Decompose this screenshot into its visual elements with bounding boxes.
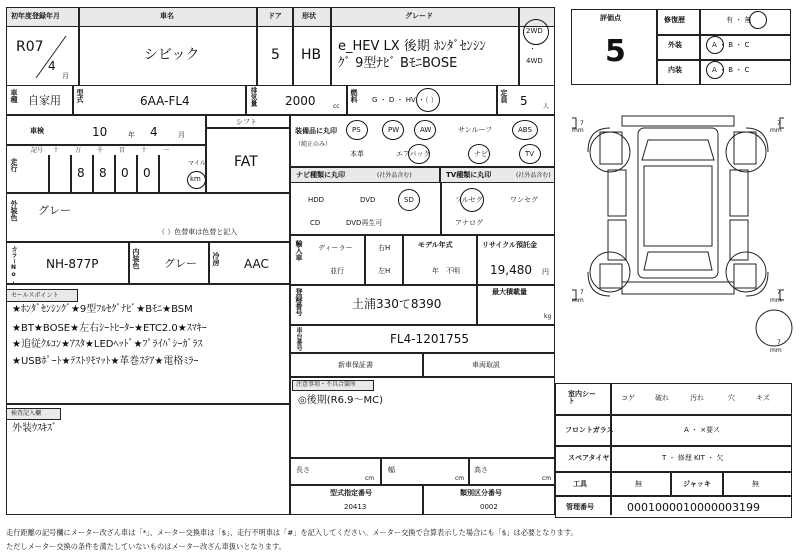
displacement-label: 排気量 [249, 87, 258, 107]
tools-label: 工具 [573, 480, 587, 488]
footer-line-1: 走行距離の記号欄にメーター改ざん車は「*」、メーター交換車は「$」、走行不明車は「#」を記入してください。メーター交換で合算表示した場合にも「$」は必要となります。 [6, 528, 578, 537]
registration-label: 登録番号 [295, 288, 303, 316]
spare-tire-label: スペアタイヤ [568, 454, 610, 462]
tread-spare-unit: mm [770, 347, 782, 354]
ac-label: 冷房 [212, 252, 220, 266]
equipment-circle [468, 144, 490, 164]
tread-fr-mark: 7 [777, 120, 781, 127]
divider [468, 458, 470, 485]
car-name-label: 車名 [160, 12, 174, 20]
fuel-options: G ・ D ・ HV ・（ ） [372, 96, 438, 104]
shift-label: シフト [236, 118, 257, 126]
recycle-value: 19,480 [490, 263, 532, 277]
equipment-item: ナビ [474, 150, 488, 158]
divider [518, 7, 520, 85]
shift-value: FAT [234, 154, 258, 170]
navi-sub: (社外品含む) [377, 172, 412, 179]
inspection-label: 車検 [30, 127, 44, 135]
tv-fullseg-circle [460, 188, 484, 212]
divider [78, 7, 80, 85]
designation-value: 20413 [344, 503, 367, 511]
capacity-label: 定員 [500, 89, 508, 103]
divider [670, 472, 672, 496]
equipment-circle [414, 120, 436, 140]
exterior-label: 外装 [668, 41, 682, 49]
drive-dot: ・ [529, 45, 536, 53]
divider [70, 155, 72, 193]
reg-year-label: 初年度登録年月 [11, 12, 60, 20]
divider [364, 235, 366, 285]
interior-color-label: 内装色 [132, 248, 140, 269]
divider [208, 242, 210, 284]
model-year-value: 年 不明 [432, 267, 460, 275]
designation-label: 型式指定番号 [330, 489, 372, 497]
capacity-value: 5 [520, 94, 528, 108]
mileage-label: 走行 [10, 158, 18, 172]
car-name-value: シビック [144, 47, 200, 63]
model-year-label: モデル年式 [418, 241, 453, 249]
fuel-label: 燃料 [350, 89, 358, 103]
tread-fl-unit: mm [572, 127, 584, 134]
mileage-head: 百 [119, 147, 126, 154]
color-label: 外装色 [10, 200, 18, 221]
equipment-item: PS [352, 126, 361, 134]
mileage-head: 記号 [31, 147, 44, 154]
score-label: 評価点 [600, 14, 621, 22]
displacement-unit: cc [333, 103, 340, 110]
chassis-label: 車台番号 [295, 327, 302, 351]
mileage-digit: 8 [99, 166, 107, 180]
grade-line2: ｸﾞ 9型ﾅﾋﾞ BﾓﾆBOSE [338, 56, 458, 71]
registration-value: 土浦330て8390 [352, 297, 442, 311]
divider [206, 127, 290, 129]
sheet-opt-3: 汚れ [690, 394, 704, 402]
import-right-h: 右H [378, 244, 391, 252]
navi-cd: CD [310, 219, 321, 227]
repair-label: 修復歴 [664, 16, 685, 24]
length-unit: cm [365, 475, 375, 482]
tv-sub: (社外品含む) [516, 172, 551, 179]
divider [128, 242, 130, 284]
divider [292, 7, 294, 85]
tv-fullseg: フルセグ [455, 196, 483, 204]
shape-label: 形状 [302, 12, 316, 20]
reg-month-unit: 月 [62, 72, 69, 80]
door-label: ドア [268, 12, 282, 20]
divider [476, 235, 478, 285]
equipment-item: TV [525, 150, 535, 158]
vehicle-manual: 車両取説 [472, 361, 500, 369]
tread-rr-mark: 7 [777, 289, 781, 296]
divider [256, 7, 258, 85]
divider [48, 155, 50, 193]
reg-year-value: R07 [16, 39, 44, 55]
divider [72, 85, 74, 115]
import-left-h: 左H [378, 267, 391, 275]
equipment-item: エアバック [396, 150, 431, 158]
row2 [6, 85, 555, 115]
management-value: 0001000010000003199 [627, 501, 760, 514]
dimensions-box [290, 458, 555, 485]
model-value: 6AA-FL4 [140, 94, 190, 108]
equipment-item: サンルーフ [458, 126, 493, 134]
import-label: 輸入車 [295, 240, 303, 261]
equipment-sub-label: （純正のみ） [295, 141, 332, 148]
tread-fl-mark: 7 [580, 120, 584, 127]
sheet-opt-2: 破れ [655, 394, 669, 402]
width-unit: cm [455, 475, 465, 482]
exterior-a-circle [706, 36, 724, 54]
equipment-label: 装備品に丸印 [295, 127, 337, 135]
mileage-head: 千 [97, 147, 104, 154]
chassis-value: FL4-1201755 [390, 332, 469, 346]
equipment-item: 本革 [350, 150, 364, 158]
displacement-value: 2000 [285, 94, 316, 108]
divider [245, 85, 247, 115]
sheet-opt-1: コゲ [621, 394, 635, 402]
jack-label: ジャッキ [683, 480, 711, 488]
equipment-circle [408, 144, 430, 164]
shape-value: HB [301, 47, 322, 63]
tread-rr-unit: mm [770, 297, 782, 304]
equipment-circle [512, 120, 538, 140]
equipment-item: PW [388, 126, 400, 134]
spare-tire-options: T ・ 修理 KIT ・ 欠 [662, 454, 724, 462]
drive-2wd: 2WD [526, 27, 543, 35]
inspector-box [6, 404, 290, 515]
grade-line1: e_HEV LX 後期 ﾎﾝﾀﾞｾﾝｼﾝ [338, 39, 486, 54]
divider [656, 59, 791, 61]
inspection-month-unit: 月 [178, 131, 185, 139]
new-car-warranty: 新車保証書 [338, 361, 373, 369]
recycle-label: リサイクル預託金 [482, 241, 538, 249]
height-label: 高さ [474, 466, 488, 474]
tv-oneseg: ワンセグ [510, 196, 538, 204]
navi-label: ナビ種類に丸印 [296, 171, 345, 179]
capacity-unit: 人 [543, 103, 550, 110]
divider [476, 285, 478, 325]
mileage-digit: 8 [77, 166, 85, 180]
tread-rl-unit: mm [572, 297, 584, 304]
divider [380, 458, 382, 485]
divider [330, 7, 332, 85]
divider [496, 85, 498, 115]
inspector-value: 外装ｳｽｷｽﾞ [12, 423, 57, 434]
footer-line-2: ただしメーター交換の条件を満たしていないものはメーター改ざん車扱いとなります。 [6, 542, 286, 551]
mileage-head: 万 [75, 147, 82, 154]
tv-analog: アナログ [455, 219, 483, 227]
divider [656, 34, 791, 36]
mileage-unit-km: km [190, 175, 201, 183]
jack-value: 無 [752, 480, 759, 488]
divider [136, 155, 138, 193]
length-label: 長さ [296, 466, 310, 474]
front-glass-options: A ・ ×要ス [684, 426, 721, 434]
width-label: 幅 [388, 466, 395, 474]
grade-label: グレード [405, 12, 433, 20]
sheet-opt-4: 穴 [728, 394, 735, 402]
class-label: 類別区分番号 [460, 489, 502, 497]
mileage-head: 一 [163, 147, 170, 154]
sales-line-1: ★ﾎﾝﾀﾞｾﾝｼﾝｸﾞ★9型ﾌﾙｾｸﾞﾅﾋﾞ★Bﾓﾆ★BSM [12, 304, 193, 315]
ac-value: AAC [244, 257, 269, 271]
divider [346, 85, 348, 115]
use-label: 車種 [10, 89, 18, 103]
color-value: グレー [38, 204, 71, 217]
max-load-label: 最大積載量 [492, 288, 527, 296]
divider [656, 9, 658, 85]
interior-color-value: グレー [164, 257, 197, 270]
color-no-label: カラーNo. [10, 246, 17, 285]
navi-dvd-play: DVD再生可 [346, 219, 383, 227]
mileage-head: 十 [53, 147, 60, 154]
hv-circle [416, 88, 440, 112]
tools-value: 無 [635, 480, 642, 488]
front-glass-label: フロントガラス [565, 426, 614, 434]
color-paren-note: （ ）色替車は色替と記入 [158, 228, 238, 236]
divider [422, 485, 424, 515]
recycle-unit: 円 [542, 268, 549, 276]
color-no-value: NH-877P [46, 257, 99, 271]
inspection-month: 4 [150, 125, 158, 139]
divider [92, 155, 94, 193]
tread-rl-mark: 7 [580, 289, 584, 296]
divider [422, 353, 424, 377]
score-value: 5 [605, 34, 626, 69]
max-load-unit: kg [544, 313, 552, 320]
sales-line-3: ★追従ｸﾙｺﾝ★ｱｽﾀ★LEDﾍｯﾄﾞ★ﾌﾟﾗｲﾊﾞｼｰｶﾞﾗｽ [12, 339, 203, 350]
equipment-circle [519, 144, 541, 164]
management-label: 管理番号 [566, 503, 594, 511]
tread-fr-unit: mm [770, 127, 782, 134]
mileage-unit-mile: マイル [188, 160, 206, 167]
mileage-digit: 0 [121, 166, 129, 180]
class-value: 0002 [480, 503, 498, 511]
navi-dvd: DVD [360, 196, 376, 204]
divider [114, 155, 116, 193]
sales-line-2: ★BT★BOSE★左右ｼｰﾄﾋｰﾀｰ★ETC2.0★ｽﾏｷｰ [12, 323, 207, 334]
navi-sd: SD [404, 196, 414, 204]
equipment-circle [382, 120, 404, 140]
notes-label: 注意事項・不具合箇所 [296, 381, 357, 388]
equipment-item: ABS [518, 126, 532, 134]
car-diagram [562, 110, 794, 380]
mileage-head: 十 [141, 147, 148, 154]
height-unit: cm [542, 475, 552, 482]
tv-label: TV種類に丸印 [446, 171, 492, 179]
repair-none-circle [749, 11, 767, 29]
reg-month-value: 4 [48, 59, 56, 73]
interior-a-circle [706, 61, 724, 79]
tread-spare-mark: 7 [777, 339, 781, 346]
inspector-label: 検査記入欄 [11, 410, 42, 417]
notes-value: ◎後期(R6.9〜MC) [298, 395, 383, 406]
sheet-opt-5: キズ [756, 394, 770, 402]
import-parallel: 並行 [330, 267, 344, 275]
navi-hdd: HDD [308, 196, 325, 204]
interior-sheet-label: 室内シート [568, 390, 596, 405]
divider [722, 472, 724, 496]
sales-points-label: セールスポイント [11, 292, 59, 299]
divider [699, 9, 701, 85]
inspection-year-unit: 年 [128, 131, 135, 139]
repair-options: 有 ・ 無 [726, 16, 752, 24]
door-value: 5 [271, 47, 280, 63]
color-row [6, 193, 290, 242]
equipment-circle [346, 120, 368, 140]
equipment-item: AW [420, 126, 432, 134]
drive-4wd: 4WD [526, 57, 543, 65]
divider [402, 235, 404, 285]
exterior-options: A ・ B ・ C [712, 41, 750, 49]
import-dealer: ディーラー [318, 244, 353, 252]
navi-sd-circle [398, 189, 420, 211]
inspection-year: 10 [92, 125, 108, 139]
sales-line-4: ★USBﾎﾟｰﾄ★ﾃｽﾄﾘﾓﾏｯﾄ★革巻ｽﾃｱ★電格ﾐﾗｰ [12, 356, 199, 367]
interior-options: A ・ B ・ C [712, 66, 750, 74]
mileage-digit: 0 [143, 166, 151, 180]
divider [158, 155, 160, 193]
interior-label: 内装 [668, 66, 682, 74]
use-value: 自家用 [28, 94, 61, 107]
model-label: 型式 [76, 89, 84, 103]
